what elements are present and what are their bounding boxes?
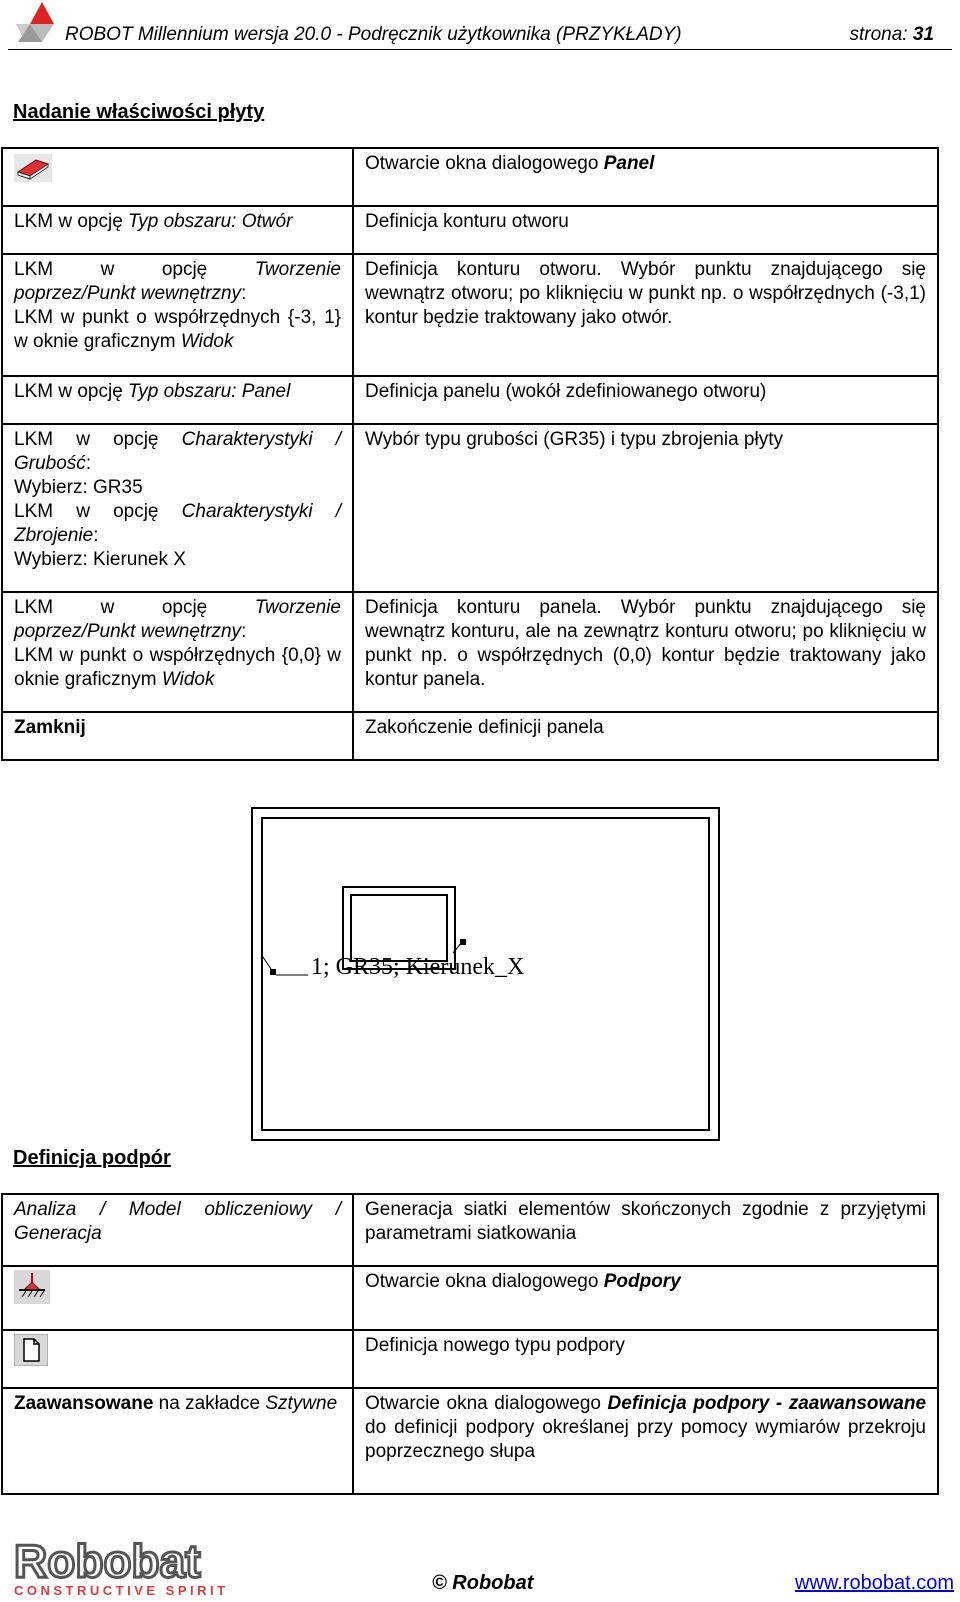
table-cell: LKM w opcję Tworzenie poprzez/Punkt wewnętrzny: LKM w punkt o współrzędnych {0,0} w oknie graficznym Widok [2,592,353,712]
table-cell: Definicja konturu panela. Wybór punktu znajdującego się wewnątrz konturu, ale na zewnątrz konturu otworu; po kliknięciu w punkt np. o współrzędnych (0,0) kontur będzie traktowany jako kontur panela. [353,592,938,712]
table-cell: Otwarcie okna dialogowego Panel [353,148,938,206]
table-row [2,148,938,206]
table-cell: Generacja siatki elementów skończonych zgodnie z przyjętymi parametrami siatkowania [353,1194,938,1266]
table-row [2,206,938,254]
table-cell: Otwarcie okna dialogowego Podpory [353,1266,938,1330]
table-cell: Zakończenie definicji panela [353,712,938,760]
table-cell: Definicja nowego typu podpory [353,1330,938,1388]
support-icon[interactable] [14,1270,50,1304]
table-cell: Definicja konturu otworu. Wybór punktu znajdującego się wewnątrz otworu; po kliknięciu w punkt np. o współrzędnych (-3,1) kontur będzie traktowany jako otwór. [353,254,938,376]
table-row [2,712,938,760]
table-row [2,376,938,424]
table-row [2,1266,938,1330]
table-cell [2,1330,353,1388]
robobat-logo [12,1533,232,1597]
table-row [2,254,938,376]
table-cell: Analiza / Model obliczeniowy / Generacja [2,1194,353,1266]
svg-text:Robobat: Robobat [14,1535,201,1587]
panel-label: 1; GR35; Kierunek_X [311,954,525,980]
header-title: ROBOT Millennium wersja 20.0 - Podręcznik użytkownika (PRZYKŁADY) [65,24,682,45]
table-cell: LKM w opcję Typ obszaru: Otwór [2,206,353,254]
plate-properties-table [1,147,939,761]
robot-logo-icon [10,0,60,44]
section-title-supports: Definicja podpór [13,1147,171,1169]
table-row [2,592,938,712]
website-link[interactable]: www.robobat.com [795,1572,954,1594]
table-cell: Definicja konturu otworu [353,206,938,254]
table-cell [2,1266,353,1330]
table-cell: Definicja panelu (wokół zdefiniowanego otworu) [353,376,938,424]
table-cell: Otwarcie okna dialogowego Definicja podpory - zaawansowane do definicji podpory określanej przy pomocy wymiarów przekroju poprzecznego słupa [353,1388,938,1494]
svg-text:CONSTRUCTIVE SPIRIT: CONSTRUCTIVE SPIRIT [14,1583,229,1597]
view-frame [261,817,710,1131]
table-cell: Zaawansowane na zakładce Sztywne [2,1388,353,1494]
table-row [2,424,938,592]
graphic-view-figure [251,807,720,1141]
panel-icon[interactable] [14,154,52,182]
table-cell: LKM w opcję Tworzenie poprzez/Punkt wewnętrzny: LKM w punkt o współrzędnych {-3, 1} w oknie graficznym Widok [2,254,353,376]
section-title-plate: Nadanie właściwości płyty [13,101,265,123]
table-cell: Zamknij [2,712,353,760]
copyright: © Robobat [432,1572,534,1594]
header-divider [8,49,952,50]
supports-table [1,1193,939,1495]
table-row [2,1388,938,1494]
table-cell: Wybór typu grubości (GR35) i typu zbrojenia płyty [353,424,938,592]
page-number: strona: 31 [849,24,934,45]
table-cell: LKM w opcję Typ obszaru: Panel [2,376,353,424]
new-document-icon[interactable] [14,1334,48,1366]
table-row [2,1194,938,1266]
table-row [2,1330,938,1388]
table-cell [2,148,353,206]
panel-drawing [263,819,708,1129]
table-cell: LKM w opcję Charakterystyki / Grubość: Wybierz: GR35 LKM w opcję Charakterystyki / Zbrojenie: Wybierz: Kierunek X [2,424,353,592]
